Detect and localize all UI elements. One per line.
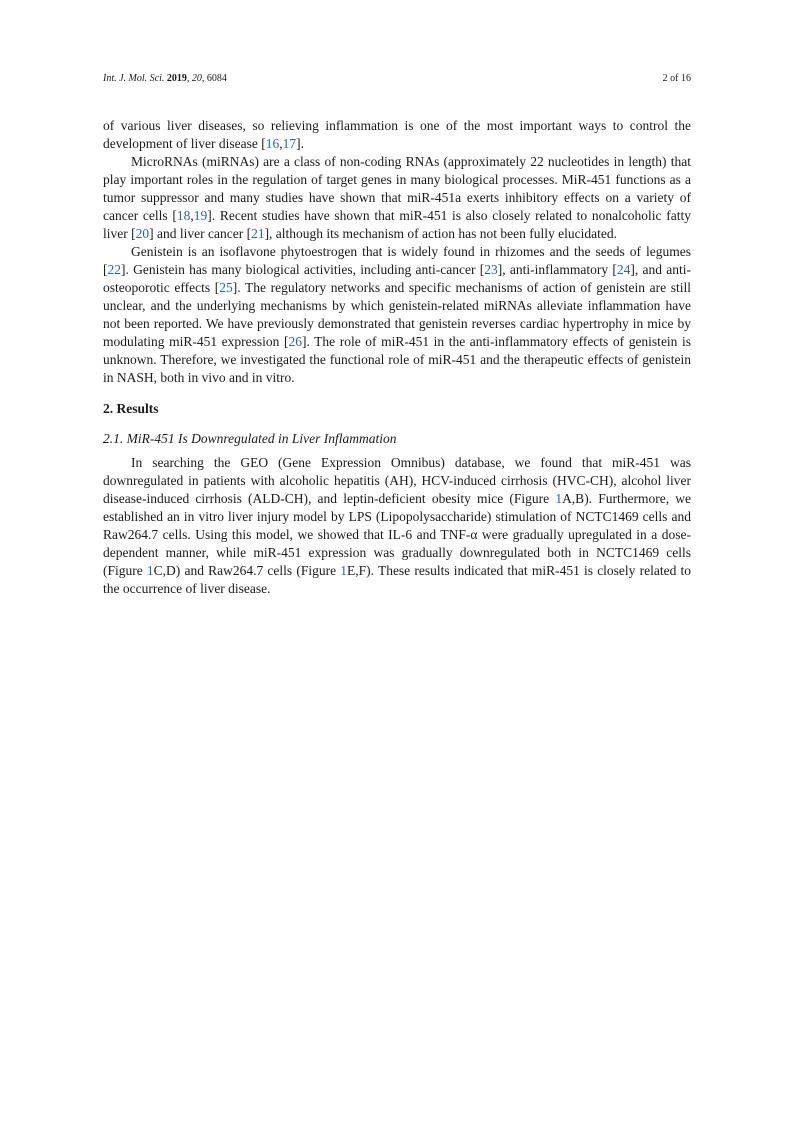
citation-link[interactable]: 26 — [288, 334, 302, 349]
paragraph-text: ]. — [296, 136, 304, 151]
paragraph-1 — [103, 117, 691, 153]
paragraph-text: MicroRNAs (miRNAs) are a class of non-coding RNAs (approximately 22 nucleotides in length) that play important roles in the regulation of target genes in many biological processes. MiR-451 functions as a tumor suppressor and many studies have shown that miR-451a exerts inhibitory effects on a variety of cancer cells [ — [103, 154, 691, 223]
paragraph-text: , — [190, 208, 194, 223]
paragraph-text: E,F). These results indicated that miR-451 is closely related to the occurrence of liver disease. — [103, 563, 691, 596]
paragraph-text: of various liver diseases, so relieving inflammation is one of the most important ways to control the development of liver disease [ — [103, 118, 691, 151]
citation-link[interactable]: 21 — [251, 226, 265, 241]
citation-link[interactable]: 16 — [265, 136, 280, 151]
paragraph-text: ], and anti-osteoporotic effects [ — [103, 262, 692, 295]
figure-link[interactable]: 1 — [146, 563, 154, 578]
paragraph-3 — [103, 243, 691, 387]
paragraph-text: In searching the GEO (Gene Expression Omnibus) database, we found that miR-451 was downregulated in patients with alcoholic hepatitis (AH), HCV-induced cirrhosis (HVC-CH), alcohol liver disease-induced cirrhosis (ALD-CH), and leptin-deficient obesity mice (Figure — [103, 455, 691, 506]
paragraph-text: C,D) and Raw264.7 cells (Figure — [153, 563, 341, 578]
paragraph-4 — [103, 454, 691, 598]
paragraph-text: ]. Recent studies have shown that miR-451 is also closely related to nonalcoholic fatty liver [ — [103, 208, 691, 241]
paragraph-text: ] and liver cancer [ — [149, 226, 252, 241]
citation-link[interactable]: 25 — [219, 280, 233, 295]
article-number: 6084 — [206, 73, 227, 84]
citation-link[interactable]: 24 — [616, 262, 631, 277]
journal-volume: 20 — [191, 73, 202, 84]
paragraph-text: , — [279, 136, 283, 151]
journal-abbrev: Int. J. Mol. Sci. — [103, 73, 165, 84]
paragraph-text: ], although its mechanism of action has not been fully elucidated. — [264, 226, 617, 241]
section-heading: 2. Results — [103, 401, 159, 416]
journal-citation: Int. J. Mol. Sci. 2019, 20, 6084 — [103, 73, 227, 84]
journal-year: 2019 — [166, 73, 187, 84]
citation-link[interactable]: 22 — [107, 262, 121, 277]
paragraph-2 — [103, 153, 691, 243]
page-indicator: 2 of 16 — [662, 73, 691, 84]
subsection-heading: 2.1. MiR-451 Is Downregulated in Liver Inflammation — [103, 431, 397, 446]
figure-link[interactable]: 1 — [555, 491, 563, 506]
citation-link[interactable]: 19 — [193, 208, 208, 223]
citation-link[interactable]: 20 — [135, 226, 150, 241]
paragraph-text: ]. The regulatory networks and specific mechanisms of action of genistein are still unclear, and the underlying mechanisms by which genistein-related miRNAs alleviate inflammation have not been reported. We have previously demonstrated that genistein reverses cardiac hypertrophy in mice by modulating miR-451 expression [ — [103, 280, 691, 349]
citation-link[interactable]: 18 — [176, 208, 191, 223]
figure-link[interactable]: 1 — [340, 563, 348, 578]
paragraph-text: A,B). Furthermore, we established an in vitro liver injury model by LPS (Lipopolysaccharide) stimulation of NCTC1469 cells and Raw264.7 cells. Using this model, we showed that IL-6 and TNF-α were gradually upregulated in a dose-dependent manner, while miR-451 expression was gradually downregulated both in NCTC1469 cells (Figure — [103, 491, 691, 578]
paragraph-text: Genistein is an isoflavone phytoestrogen that is widely found in rhizomes and the seeds of legumes [ — [103, 244, 691, 277]
paragraph-text: ]. The role of miR-451 in the anti-inflammatory effects of genistein is unknown. Therefore, we investigated the functional role of miR-451 and the therapeutic effects of genistein in NASH, both in vivo and in vitro. — [103, 334, 692, 385]
citation-link[interactable]: 23 — [484, 262, 498, 277]
article-body — [103, 117, 691, 598]
paragraph-text: ]. Genistein has many biological activities, including anti-cancer [ — [121, 262, 485, 277]
paragraph-text: ], anti-inflammatory [ — [497, 262, 617, 277]
citation-link[interactable]: 17 — [282, 136, 297, 151]
